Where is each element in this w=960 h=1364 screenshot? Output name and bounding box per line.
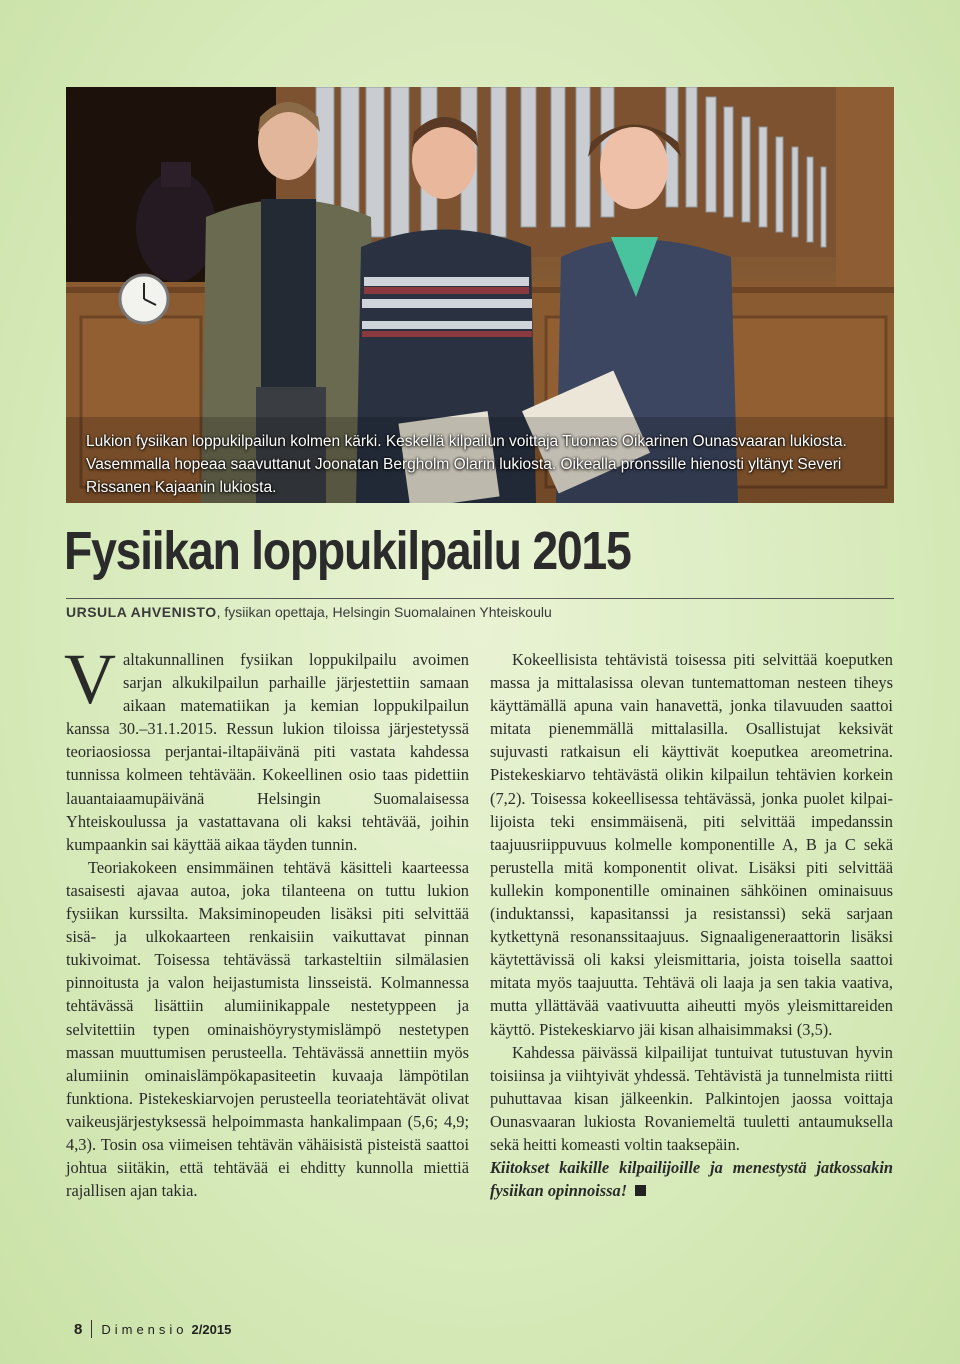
drop-cap: V: [64, 639, 116, 719]
article-paragraph: Kahdessa päivässä kilpailijat tuntuivat tutustuvan hyvin toisiinsa ja viihtyivät yhdessä. Tehtävistä ja tunnelmista riitti puhuttavaa kisan jälkeenkin. Palkintojen jaossa voittaja Ounasvaaran lukiosta Rovaniemeltä tuuletti antaumuksella sekä heitti komeasti voltin taaksepäin.: [490, 1042, 893, 1154]
footer-divider: [91, 1320, 92, 1338]
issue-number: 2/2015: [191, 1321, 232, 1337]
closing-text: Kiitokset kaikille kilpailijoille ja menestystä jatkossakin fysiikan opinnoissa!: [490, 1158, 893, 1201]
page-footer: [74, 1320, 231, 1338]
article-column-left: [64, 639, 469, 1202]
author-name: URSULA AHVENISTO: [66, 604, 217, 620]
page-number: 8: [74, 1320, 83, 1338]
paragraph-text: altakunnallinen fysiikan loppukilpailu avoimen sarjan alkukilpailun parhaille järjestettiin samaan aikaan matematiikan ja kemian loppukilpailun kanssa 30.–31.1.2015. Ressun lukion tiloissa järjestetyssä teoriaosiossa perjantai-iltapäivänä piti vastata kahdessa tunnissa kolmeen tehtävään. Kokeellinen osio taas pidettiin lauantaiaamupäivänä Helsingin Suomalaisessa Yhteiskoulussa ja vastattavana oli kaksi tehtävää, joihin kumpaankin sai käyttää aikaa täyden tunnin.: [66, 650, 469, 854]
article-paragraph: [64, 639, 469, 856]
closing-paragraph: [490, 1156, 893, 1202]
photo-caption: Lukion fysiikan loppukilpailun kolmen kärki. Keskellä kilpailun voittaja Tuomas Oikarinen Ounasvaaran lukiosta. Vasemmalla hopeaa saavuttanut Joonatan Bergholm Olarin lukiosta. Oikealla pronssille hienosti yltänyt Severi Rissanen Kajaanin lukiosta.: [86, 433, 847, 496]
article-title: Fysiikan loppukilpailu 2015: [64, 521, 631, 581]
article-column-right: [490, 648, 893, 1202]
article-paragraph: Teoriakokeen ensimmäinen tehtävä käsitteli kaarteessa tasaisesti ajavaa autoa, joka tilanteena on tuttu lukion fysiikan kurssilta. Maksiminopeuden lisäksi piti selvittää sisä- ja ulkokaarteen renkaisiin vaikuttavat pinnan tukivoimat. Toisessa tehtävässä tarkasteltiin silmälasien pinnoitusta ja valon heijastumista linsseistä. Kolmannessa tehtävässä lisättiin alumiinikappale nestetyppeen ja selvitettiin typen ominaishöyrystymislämpö nestetypen massan muuttumisen perusteella. Tehtävässä annettiin myös alumiinin ominaislämpökapasiteetin kuvaaja lämpötilan funktiona. Pistekeskiarvojen perusteella teoriatehtävät olivat vaikeusjärjestyksessä helpoimmasta hankalimpaan (5,6; 4,9; 4,3). Tosin osa viimeisen tehtävän vähäisistä pisteistä saattoi johtua siitäkin, että tehtävää ei ehditty kunnolla miettiä rajallisen ajan takia.: [66, 857, 469, 1201]
byline: [66, 604, 552, 620]
article-photo: [66, 87, 894, 503]
title-divider: [66, 598, 894, 599]
article-paragraph: Kokeellisista tehtävistä toisessa piti selvittää koeputken massa ja mittalasissa olevan tuntemattoman nesteen tiheys käyttämällä apuna vain hanavettä, jonka tilavuuden saattoi mitata pienemmällä mittalasilla. Osallistujat keksivät sujuvasti ratkaisun eli käyttivät koeputkea areometrina. Pistekeskiarvo tehtävästä olikin kilpailun tehtävien korkein (7,2). Toisessa kokeellisessa tehtävässä, jonka puolet kilpailijoista teki ensimmäisenä, piti selvittää impedanssin taajuusriippuvuus kolmelle komponentille A, B ja C sekä perustella mitä komponentit olivat. Lisäksi piti selvittää kullekin komponentille ominainen sähköinen ominaisuus (induktanssi, kapasitanssi ja resistanssi) sekä sarjaan kytkettynä resonanssitaajuus. Signaaligeneraattorin lisäksi käytettävissä oli kaksi yleismittaria, joista toisella saattoi mitata myös taajuutta. Tehtävä oli laaja ja sen takia vaativa, mutta yllättävää vaativuutta aiheutti myös yleismittareiden käyttö. Pistekeskiarvo jäi kisan alhaisimmaksi (3,5).: [490, 650, 893, 1039]
author-affiliation: , fysiikan opettaja, Helsingin Suomalainen Yhteiskoulu: [216, 604, 552, 620]
end-mark-icon: [635, 1185, 646, 1196]
magazine-name: Dimensio: [101, 1321, 188, 1337]
